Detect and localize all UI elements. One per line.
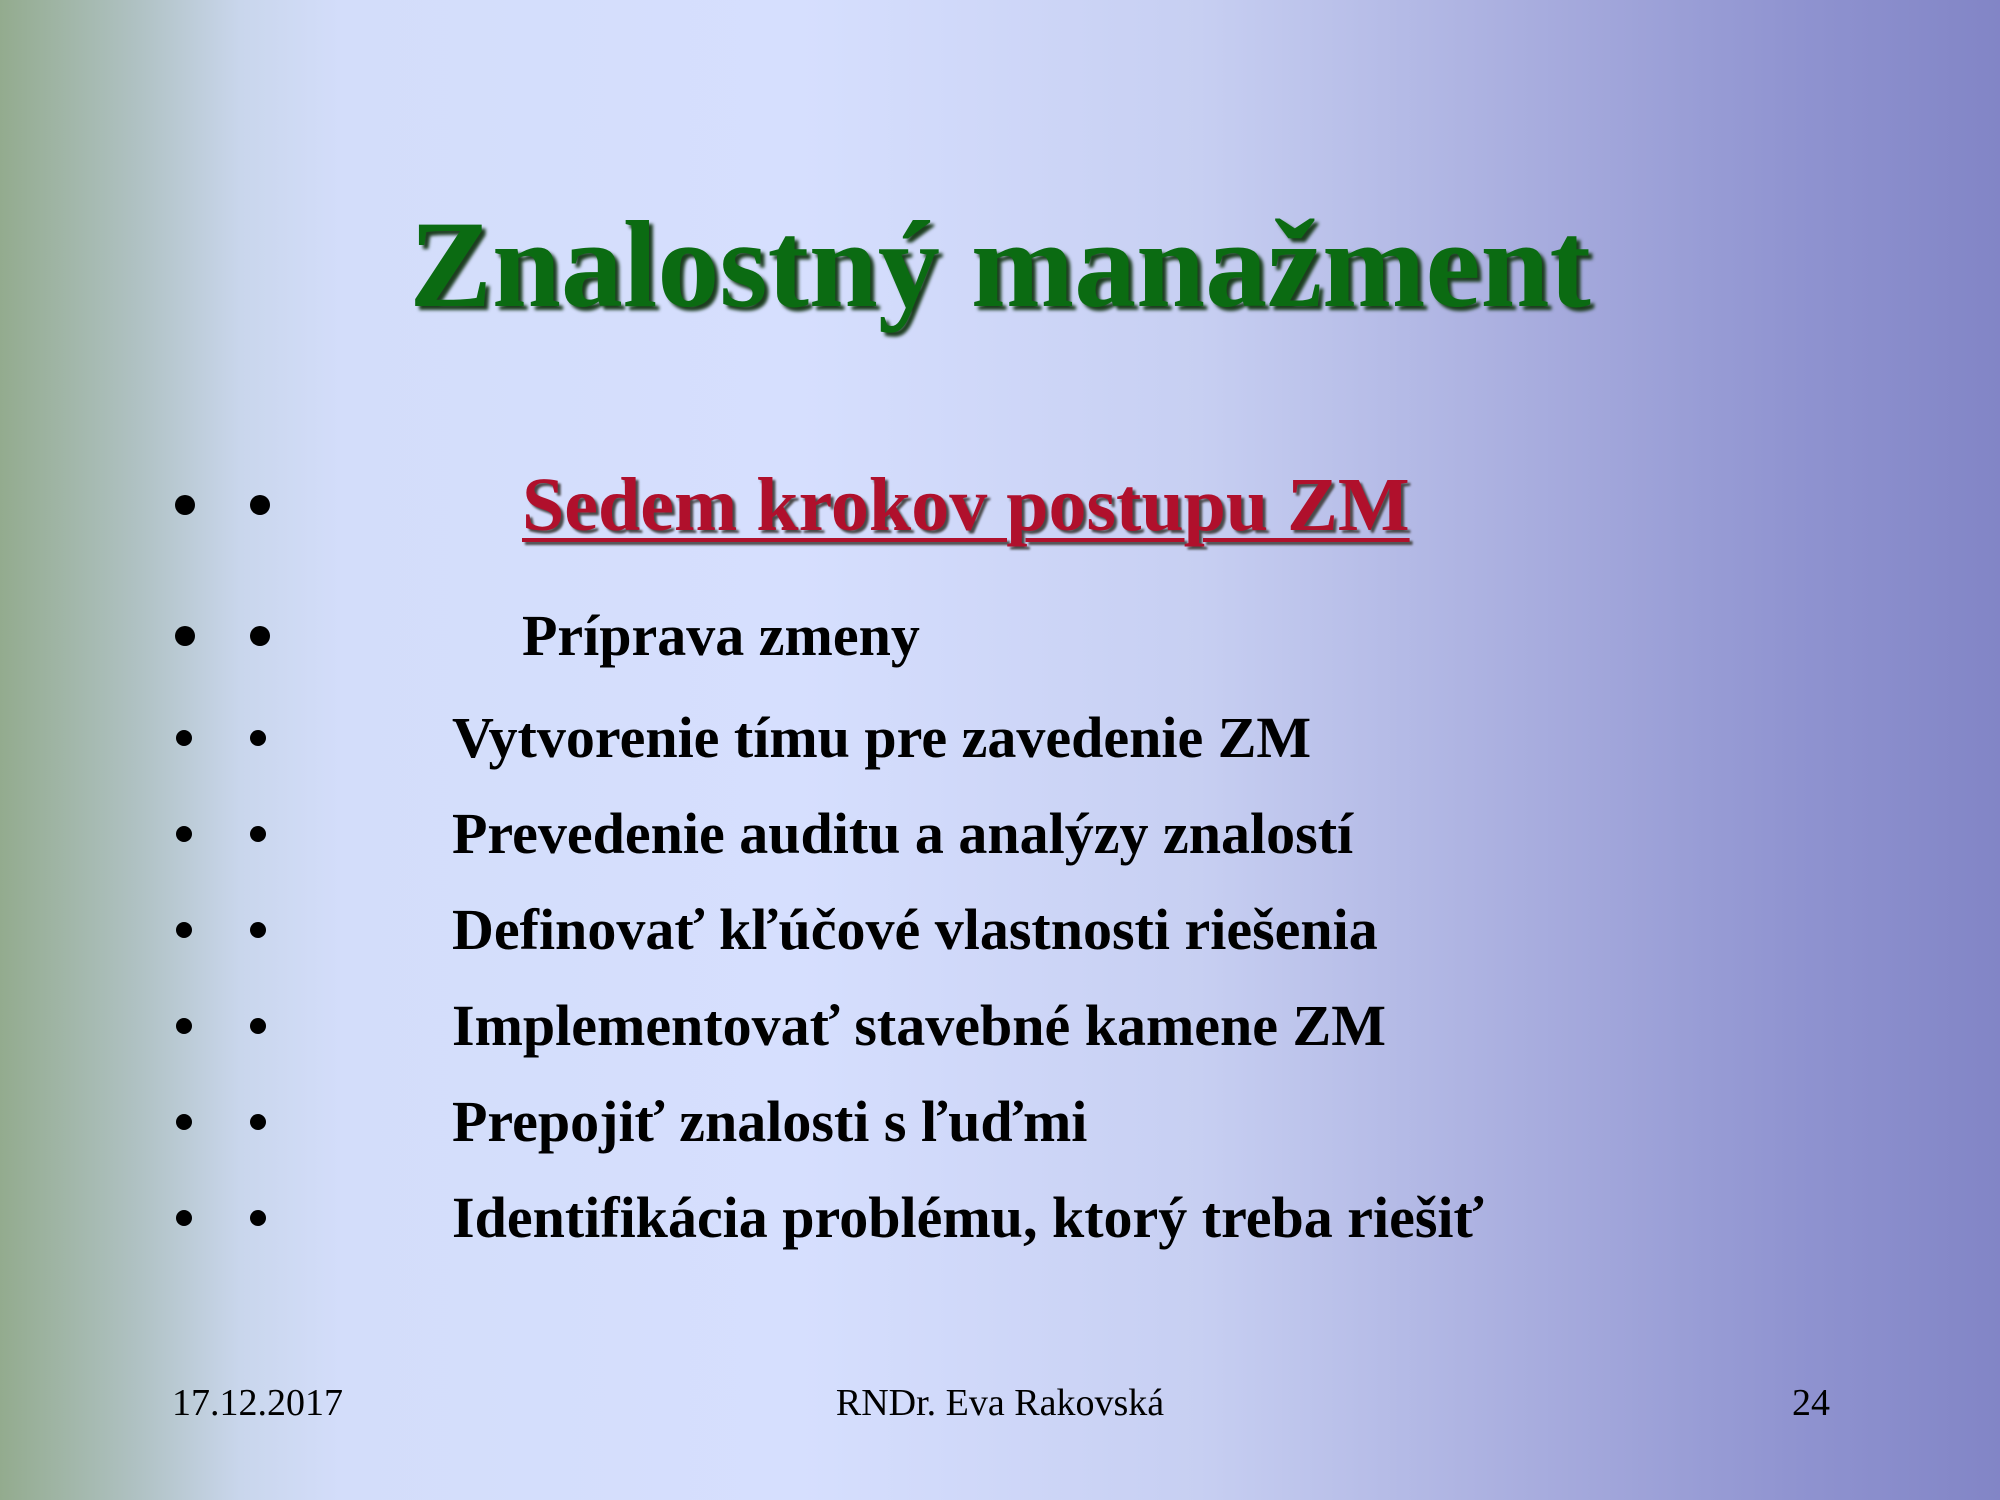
subheading-row — [0, 596, 2000, 686]
list-item-text: Prevedenie auditu a analýzy znalostí — [452, 801, 1354, 866]
list-item-text: Implementovať stavebné kamene ZM — [452, 993, 1386, 1058]
list-item — [0, 892, 2000, 982]
bullet-icon — [176, 730, 192, 746]
heading-row — [0, 460, 2000, 550]
list-item-text: Prepojiť znalosti s ľuďmi — [452, 1089, 1088, 1154]
list-item-text: Vytvorenie tímu pre zavedenie ZM — [452, 705, 1312, 770]
list-item-text: Identifikácia problému, ktorý treba riešiť — [452, 1185, 1484, 1250]
list-item — [0, 796, 2000, 886]
slide-title: Znalostný manažment — [409, 196, 1591, 333]
bullet-icon — [250, 826, 266, 842]
footer-page-number: 24 — [1792, 1382, 1830, 1424]
bullet-icon — [176, 922, 192, 938]
bullet-icon — [250, 495, 270, 515]
bullet-icon — [176, 1210, 192, 1226]
bullet-icon — [175, 626, 195, 646]
footer-date: 17.12.2017 — [172, 1382, 343, 1424]
footer-author: RNDr. Eva Rakovská — [835, 1382, 1165, 1424]
list-item — [0, 988, 2000, 1078]
subheading: Príprava zmeny — [522, 603, 920, 668]
list-item — [0, 1084, 2000, 1174]
bullet-icon — [250, 730, 266, 746]
steps-heading: Sedem krokov postupu ZM — [522, 463, 1410, 547]
bullet-icon — [250, 1210, 266, 1226]
list-item-text: Definovať kľúčové vlastnosti riešenia — [452, 897, 1378, 962]
bullet-icon — [176, 1114, 192, 1130]
bullet-icon — [250, 1018, 266, 1034]
bullet-icon — [175, 495, 195, 515]
bullet-icon — [250, 1114, 266, 1130]
list-item — [0, 1180, 2000, 1270]
bullet-icon — [176, 1018, 192, 1034]
list-item — [0, 700, 2000, 790]
bullet-icon — [176, 826, 192, 842]
bullet-icon — [250, 626, 270, 646]
bullet-icon — [250, 922, 266, 938]
